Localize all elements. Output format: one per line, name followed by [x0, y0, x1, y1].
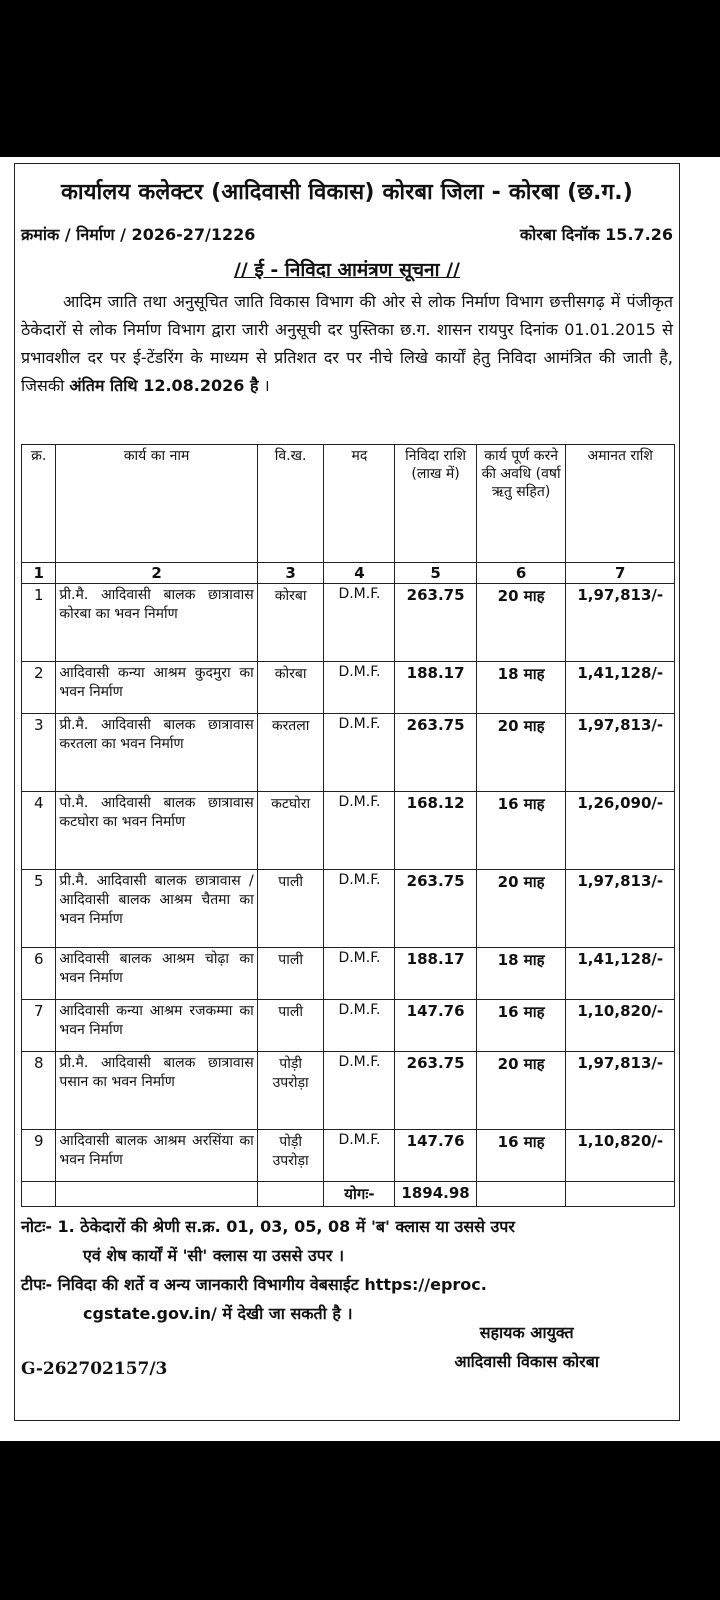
row-deposit: 1,26,090/- — [566, 792, 675, 870]
row-sno: 3 — [22, 714, 56, 792]
index-cell: 6 — [476, 563, 566, 584]
row-sno: 5 — [22, 870, 56, 948]
row-block: पोड़ी उपरोड़ा — [257, 1052, 324, 1130]
row-sno: 8 — [22, 1052, 56, 1130]
row-head: D.M.F. — [324, 870, 395, 948]
notice-border — [14, 163, 680, 1421]
col-header-work-name: कार्य का नाम — [56, 445, 257, 563]
index-cell: 5 — [395, 563, 476, 584]
row-work-name: प्री.मै. आदिवासी बालक छात्रावास कोरबा का भवन निर्माण — [56, 584, 257, 662]
table-row — [22, 948, 675, 1000]
row-sno: 9 — [22, 1130, 56, 1182]
total-blank — [566, 1182, 675, 1207]
row-work-name: प्री.मै. आदिवासी बालक छात्रावास / आदिवासी बालक आश्रम चैतमा का भवन निर्माण — [56, 870, 257, 948]
notes-section — [21, 1212, 673, 1328]
table-row — [22, 662, 675, 714]
row-amount: 188.17 — [395, 662, 476, 714]
row-period: 20 माह — [476, 714, 566, 792]
row-sno: 2 — [22, 662, 56, 714]
row-block: कोरबा — [257, 662, 324, 714]
row-head: D.M.F. — [324, 584, 395, 662]
index-row — [22, 563, 675, 584]
col-header-deposit: अमानत राशि — [566, 445, 675, 563]
row-period: 20 माह — [476, 1052, 566, 1130]
row-head: D.M.F. — [324, 1000, 395, 1052]
row-block: पाली — [257, 1000, 324, 1052]
table-row — [22, 870, 675, 948]
row-sno: 1 — [22, 584, 56, 662]
office-header: कार्यालय कलेक्टर (आदिवासी विकास) कोरबा जिला - कोरबा (छ.ग.) — [60, 180, 634, 205]
row-period: 20 माह — [476, 870, 566, 948]
row-period: 16 माह — [476, 1130, 566, 1182]
total-blank — [476, 1182, 566, 1207]
row-deposit: 1,10,820/- — [566, 1000, 675, 1052]
note-line-2: एवं शेष कार्यों में 'सी' क्लास या उससे उपर । — [83, 1246, 345, 1265]
row-deposit: 1,97,813/- — [566, 1052, 675, 1130]
row-work-name: आदिवासी बालक आश्रम अरसिंया का भवन निर्माण — [56, 1130, 257, 1182]
row-head: D.M.F. — [324, 662, 395, 714]
row-period: 16 माह — [476, 1000, 566, 1052]
index-cell: 4 — [324, 563, 395, 584]
row-deposit: 1,97,813/- — [566, 584, 675, 662]
row-amount: 147.76 — [395, 1130, 476, 1182]
row-sno: 7 — [22, 1000, 56, 1052]
notice-title: // ई - निविदा आमंत्रण सूचना // — [233, 259, 460, 281]
col-header-period: कार्य पूर्ण करने की अवधि (वर्षा ऋतु सहित) — [476, 445, 566, 563]
table-row — [22, 584, 675, 662]
row-period: 18 माह — [476, 948, 566, 1000]
works-table — [21, 444, 675, 1207]
tip-line-1: टीपः- निविदा की शर्ते व अन्य जानकारी विभागीय वेबसाईट https://eproc. — [21, 1275, 487, 1294]
tip-line-2: cgstate.gov.in/ में देखी जा सकती है । — [83, 1304, 353, 1323]
row-block: कटघोरा — [257, 792, 324, 870]
signatory-title: सहायक आयुक्त — [479, 1323, 574, 1342]
row-deposit: 1,41,128/- — [566, 948, 675, 1000]
advert-reference: G-262702157/3 — [21, 1359, 168, 1379]
row-head: D.M.F. — [324, 1130, 395, 1182]
row-work-name: आदिवासी बालक आश्रम चोढ़ा का भवन निर्माण — [56, 948, 257, 1000]
row-deposit: 1,97,813/- — [566, 714, 675, 792]
row-work-name: प्री.मै. आदिवासी बालक छात्रावास पसान का भवन निर्माण — [56, 1052, 257, 1130]
row-amount: 263.75 — [395, 584, 476, 662]
table-row — [22, 1052, 675, 1130]
table-row — [22, 714, 675, 792]
reference-number: क्रमांक / निर्माण / 2026-27/1226 — [21, 225, 256, 244]
row-amount: 168.12 — [395, 792, 476, 870]
total-label: योगः- — [324, 1182, 395, 1207]
total-blank — [56, 1182, 257, 1207]
row-work-name: आदिवासी कन्या आश्रम रजकम्मा का भवन निर्माण — [56, 1000, 257, 1052]
table-header-row — [22, 445, 675, 563]
col-header-block: वि.ख. — [257, 445, 324, 563]
row-head: D.M.F. — [324, 948, 395, 1000]
total-value: 1894.98 — [395, 1182, 476, 1207]
col-header-sno: क्र. — [22, 445, 56, 563]
last-date-text: अंतिम तिथि 12.08.2026 है — [69, 376, 259, 395]
index-cell: 1 — [22, 563, 56, 584]
col-header-head: मद — [324, 445, 395, 563]
table-row — [22, 1000, 675, 1052]
total-blank — [22, 1182, 56, 1207]
index-cell: 7 — [566, 563, 675, 584]
row-deposit: 1,41,128/- — [566, 662, 675, 714]
row-work-name: प्री.मै. आदिवासी बालक छात्रावास करतला का भवन निर्माण — [56, 714, 257, 792]
row-head: D.M.F. — [324, 1052, 395, 1130]
table-row — [22, 1130, 675, 1182]
row-amount: 188.17 — [395, 948, 476, 1000]
table-row — [22, 792, 675, 870]
signatory-block — [454, 1318, 599, 1376]
notice-paper — [0, 157, 720, 1441]
row-period: 20 माह — [476, 584, 566, 662]
row-period: 16 माह — [476, 792, 566, 870]
row-block: पोड़ी उपरोड़ा — [257, 1130, 324, 1182]
body-text-part1: आदिम जाति तथा अनुसूचित जाति विकास विभाग की ओर से लोक निर्माण विभाग छत्तीसगढ़ में पंजीकृत ठेकेदारों से लोक निर्माण विभाग द्वारा जारी अनुसूची दर पुस्तिका छ.ग. शासन रायपुर दिनांक 01.01.2015 से प्रभावशील दर पर ई-टेंडरिंग के माध्यम से प्रतिशत दर पर नीचे लिखे कार्यों हेतु निविदा आमंत्रित की जाती है, जिसकी — [21, 292, 673, 395]
row-head: D.M.F. — [324, 792, 395, 870]
reference-date: कोरबा दिनॉक 15.7.26 — [519, 225, 673, 244]
row-deposit: 1,10,820/- — [566, 1130, 675, 1182]
signatory-office: आदिवासी विकास कोरबा — [454, 1352, 599, 1371]
row-sno: 6 — [22, 948, 56, 1000]
notice-body — [21, 288, 673, 400]
row-amount: 263.75 — [395, 714, 476, 792]
row-head: D.M.F. — [324, 714, 395, 792]
row-block: करतला — [257, 714, 324, 792]
row-amount: 147.76 — [395, 1000, 476, 1052]
total-row — [22, 1182, 675, 1207]
col-header-amount: निविदा राशि (लाख में) — [395, 445, 476, 563]
row-deposit: 1,97,813/- — [566, 870, 675, 948]
row-amount: 263.75 — [395, 1052, 476, 1130]
total-blank — [257, 1182, 324, 1207]
row-sno: 4 — [22, 792, 56, 870]
note-line-1: नोटः- 1. ठेकेदारों की श्रेणी स.क्र. 01, 03, 05, 08 में 'ब' क्लास या उससे उपर — [21, 1217, 515, 1236]
row-block: पाली — [257, 948, 324, 1000]
index-cell: 2 — [56, 563, 257, 584]
row-work-name: पो.मै. आदिवासी बालक छात्रावास कटघोरा का भवन निर्माण — [56, 792, 257, 870]
row-block: कोरबा — [257, 584, 324, 662]
body-text-end: । — [258, 376, 270, 395]
row-amount: 263.75 — [395, 870, 476, 948]
row-work-name: आदिवासी कन्या आश्रम कुदमुरा का भवन निर्माण — [56, 662, 257, 714]
row-block: पाली — [257, 870, 324, 948]
row-period: 18 माह — [476, 662, 566, 714]
index-cell: 3 — [257, 563, 324, 584]
